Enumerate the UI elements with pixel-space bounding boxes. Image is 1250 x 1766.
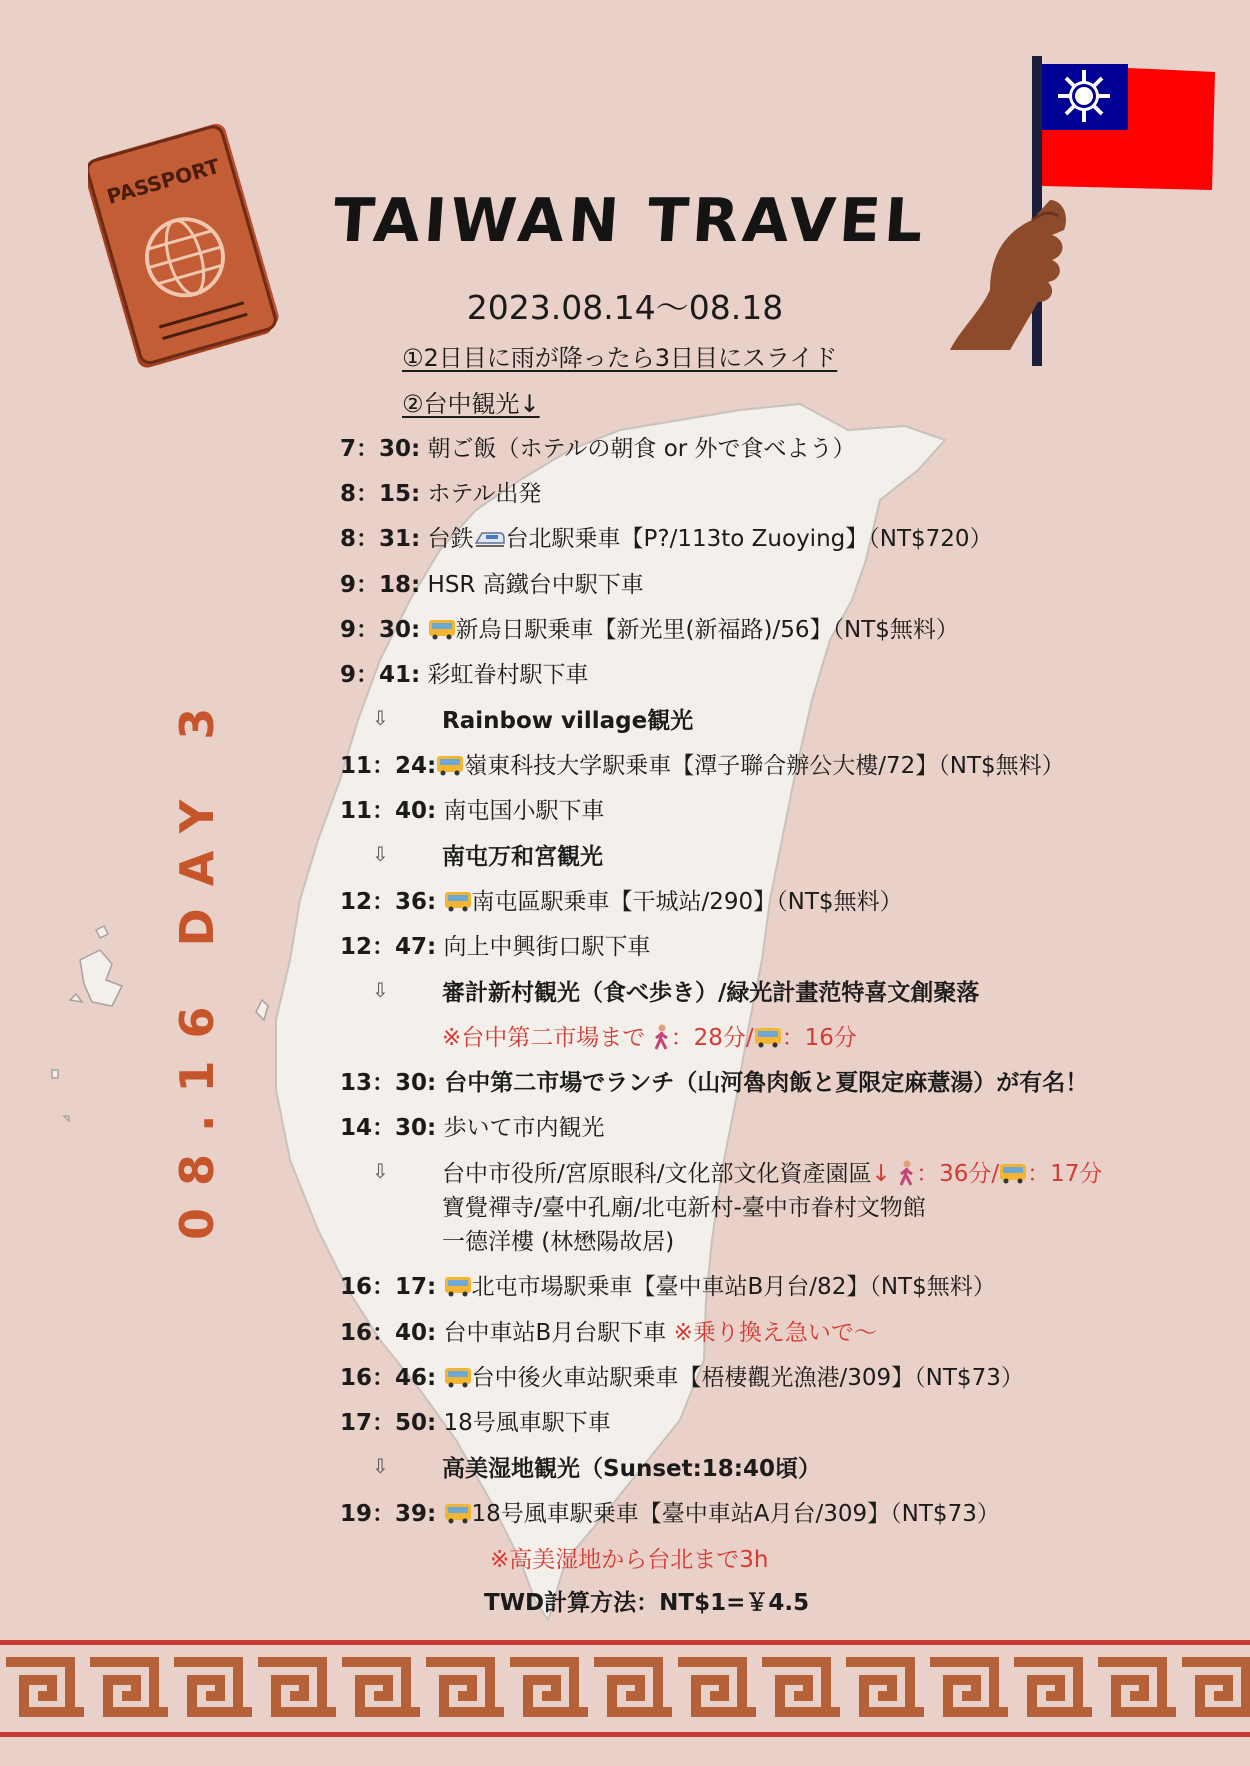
passport-illustration xyxy=(88,116,288,376)
bus-icon xyxy=(444,1366,472,1388)
bus-icon xyxy=(444,1275,472,1297)
down-arrow-icon: ⇩ xyxy=(372,706,389,730)
schedule-row: 9：18: HSR 高鐵台中駅下車 xyxy=(340,572,644,598)
schedule-row: 12：47: 向上中興街口駅下車 xyxy=(340,934,651,960)
walking-person-icon xyxy=(653,1024,671,1050)
travel-time-note: ※高美湿地から台北まで3h xyxy=(490,1547,769,1573)
schedule-row: 9：30: 新烏日駅乗車【新光里(新福路)/56】（NT$無料） xyxy=(340,617,959,643)
bus-icon xyxy=(428,618,456,640)
bus-icon xyxy=(436,754,464,776)
schedule-sub: 台中市役所/宮原眼科/文化部文化資產園區↓ ：36分/ ：17分 xyxy=(442,1161,1103,1187)
greek-key-border xyxy=(0,1654,1250,1726)
schedule-row: 7：30: 朝ご飯（ホテルの朝食 or 外で食べよう） xyxy=(340,436,856,462)
schedule-sub: 一德洋樓 (林懋陽故居) xyxy=(442,1229,675,1255)
down-arrow-icon: ⇩ xyxy=(372,1454,389,1478)
note-2: ②台中観光↓ xyxy=(402,390,540,418)
schedule-row: 17：50: 18号風車駅下車 xyxy=(340,1410,611,1436)
bullet-train-icon xyxy=(474,527,506,549)
down-arrow-icon: ⇩ xyxy=(372,842,389,866)
schedule-row: 16：17: 北屯市場駅乗車【臺中車站B月台/82】（NT$無料） xyxy=(340,1274,996,1300)
bus-icon xyxy=(754,1026,782,1048)
border-line-top xyxy=(0,1640,1250,1645)
passport-label: PASSPORT xyxy=(104,153,223,209)
schedule-row: 8：15: ホテル出発 xyxy=(340,481,542,507)
schedule-sub: 寶覺禪寺/臺中孔廟/北屯新村-臺中市眷村文物館 xyxy=(442,1195,926,1221)
schedule-row: 12：36: 南屯區駅乗車【干城站/290】（NT$無料） xyxy=(340,889,903,915)
bus-icon xyxy=(999,1162,1027,1184)
schedule-sub: 南屯万和宮観光 xyxy=(442,844,603,870)
schedule-row: 8：31: 台鉄 台北駅乗車【P?/113to Zuoying】（NT$720） xyxy=(340,526,993,552)
schedule-sub-note: ※台中第二市場まで ：28分/ ：16分 xyxy=(442,1025,857,1051)
schedule-row: 16：46: 台中後火車站駅乗車【梧棲觀光漁港/309】（NT$73） xyxy=(340,1365,1024,1391)
schedule-row: 9：41: 彩虹眷村駅下車 xyxy=(340,662,589,688)
schedule-row: 14：30: 歩いて市内観光 xyxy=(340,1115,605,1141)
currency-note: TWD計算方法：NT$1=￥4.5 xyxy=(484,1590,810,1616)
bus-icon xyxy=(444,890,472,912)
border-line-bottom xyxy=(0,1732,1250,1737)
schedule-row: 11：40: 南屯国小駅下車 xyxy=(340,798,605,824)
page-title: TAIWAN TRAVEL xyxy=(330,186,930,256)
schedule-sub: 審計新村観光（食べ歩き）/緑光計畫范特喜文創聚落 xyxy=(442,980,980,1006)
bus-icon xyxy=(444,1502,472,1524)
schedule-row: 16：40: 台中車站B月台駅下車 ※乗り換え急いで〜 xyxy=(340,1320,877,1346)
down-arrow-icon: ⇩ xyxy=(372,1159,389,1183)
schedule-sub: Rainbow village観光 xyxy=(442,708,694,734)
note-1: ①2日目に雨が降ったら3日目にスライド xyxy=(402,344,838,372)
day-label: 08.16 DAY 3 xyxy=(170,685,224,1240)
schedule-sub: 高美湿地観光（Sunset:18:40頃） xyxy=(442,1456,822,1482)
schedule-row: 11：24: 嶺東科技大学駅乗車【潭子聯合辦公大樓/72】（NT$無料） xyxy=(340,753,1065,779)
down-arrow-icon: ⇩ xyxy=(372,978,389,1002)
schedule-row: 19：39: 18号風車駅乗車【臺中車站A月台/309】（NT$73） xyxy=(340,1501,1000,1527)
trip-dates: 2023.08.14〜08.18 xyxy=(466,288,784,327)
taiwan-flag-illustration xyxy=(940,50,1230,370)
schedule-row: 13：30: 台中第二市場でランチ（山河魯肉飯と夏限定麻薏湯）が有名！ xyxy=(340,1070,1089,1096)
walking-person-icon xyxy=(898,1160,916,1186)
